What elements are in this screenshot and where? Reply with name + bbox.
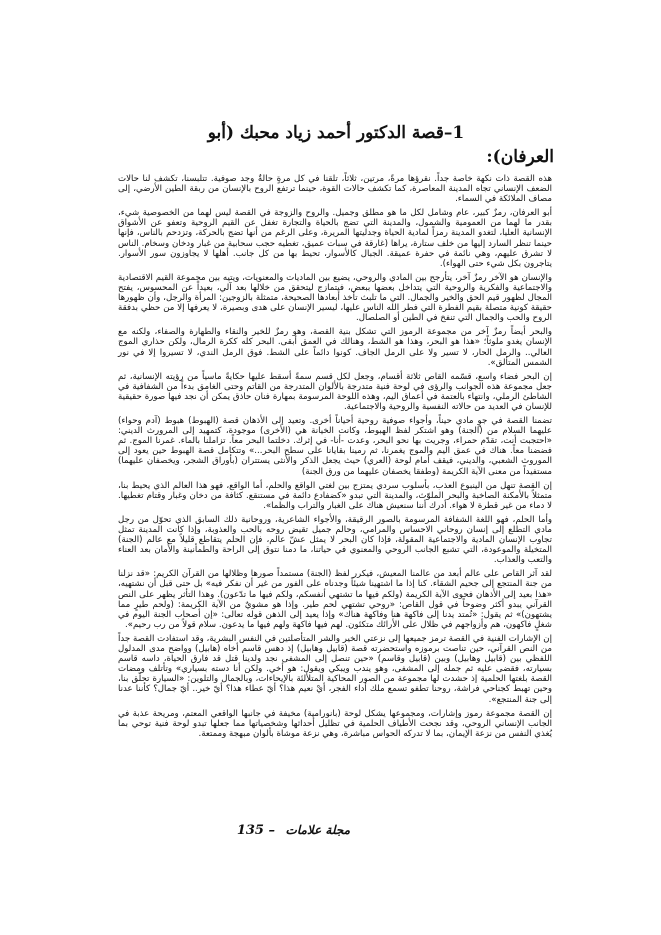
paragraph: وأما الحلم، فهو اللغة الشفافة المرسومة بالصور الرقيقة، والأجواء الشاعرية، وروحانية ذلك السابق الذي تحوّل من رجل مادي التطلع إلى إنسان روحاني الاحساس والمرامي، وحالم جميل تقيض روحه بالحب والعذوبة، وإذا كانت المدينة تمثل تجاوب الإنسان المادية والاجتماعية المقولة، فإذا كان البحر لا يمثل عشّ عالم، فإن الحلم يتقاطع قليلاً مع عالم (الجنة) المتخيلة والموعودة، التي تشبع الجانب الروحي والمعنوي في حياتنا، ما دمنا نتوق إلى الراحة والطمأنينة والأمان بعد العناء والتعب والعذاب. bbox=[118, 514, 552, 566]
paragraph: تضمنا القصة في جوٍ مادي حيناً، وأجواء صوفية روحية أحياناً أخرى. وتعيد إلى الأذهان قصة (الهبوط) هبوط (آدم وحواء) عليهما السلام من (الجنة) وهو اشتكر لفظ الهبوط، وكانت الخيانة هي (الأخرى) موجودة، كتمهيد إلى المرورث الديني: «احتجبت أنت، تقدّم حمراء، وجريت بها نحو البحر، وعدت -أنا- في إثرك. دخلتما البحر معاً. تزاملنا بالماء. غمرنا الموج. ثم فضضنا معاً. هناك في عمق اليم والموج يغمرنا، ثم رمينا بقايانا على سطح البحر...» وتتكامل قصة الهبوط حين يعود إلى الموروث الشعبي، والديني، فيقف أمام لوحة (العري) حيث يجعل الذكر والأنثى يستتران (بأوراق الشجر، ويخصفان عليهما) مستفيداً من معنى الآية الكريمة (وطفقا يخصفان عليهما من ورق الجنة) bbox=[118, 416, 552, 477]
article-body bbox=[118, 104, 554, 743]
paragraph: إن الإشارات الفنية في القصة ترمز جميعها إلى نزعتي الخير والشر المتأصلتين في النفس البشرية، وقد استفادت القصة جداً من النص القرآني، حين تناصت برموزه واستحضرته قصة (قابيل وهابيل) إذ دهس قاسم أخاه (هابيل) وواضح مدى المدلول اللفظي بين (قابيل وهابيل) وبين (قابيل وقاسم) «حين تنصل إلى المشفى نجد ولدينا قتل قد فارق الحياة، داسه قاسم بسيارته، فقضى عليه ثم جمله إلى المشفى، وهو يندب ويبكي ويقول: هو أخي. ولكن أنا دسته بسياري» وتأتلف ومضات القصة بلغتها الحلمية إذ حشدت لها مجموعة من الصور المحاكية المتلألئة بالإيحاءات، وبالجمال والتلوين: «السيارة تحلّق بنا، وحين تهبط كجناحي فراشة، روحنا تطفو تسمع ملك أداء الفجر، أيْ نعيم هذا؟ أيّ عطاء هذا؟ أيّ خير.. أيّ جمال؟ كأننا عدنا إلى جنة المنتجع». bbox=[118, 633, 552, 705]
page-footer bbox=[150, 822, 350, 839]
paragraph: إن القصة تنهل من الينبوع العذب، بأسلوب سردي يمتزج بين لغتي الواقع والحلم، أما الواقع، فهو هذا العالم الذي يحيط بنا، متمثلاً بالأمكنة الصاخبة والبحر الملوّث، والمدينة التي تبدو «كضفادع دائمة في مستنقع. كثافة من دخان وغبار وقتام تغطيها. لا دماء من غير قطرة لا هواء. أدرك أننا سنعيش هناك على الغبار والتراب والظما». bbox=[118, 480, 552, 511]
paragraph: أبو العرفان، رمزٌ كبير، عام وشامل لكل ما هو مطلق وجميل. والروح والزوجة في القصة ليس لهما من الخصوصية شيء، بقدر ما لهما من العمومية والشمول، والمدينة التي تضج بالحياة والتجارة تغفل عن القيم الروحية وتعفو عن الأشواق الإنسانية العليا، لتغدو المدينة رمزاً لمادية الحياة وجدليتها المريرة، وعلى الرغم من أنها تضج بالحركة، وتزدحم بالناس، فإنها حينما تنظر السارد إليها من خلف ستارة، يراها (غارقة في سبات عميق، تغطيه حجب سحابية من غبار ودخان وسخام. الناس لا تشرق عليهم، وهي نائمة في حفرة عميقة. الجبال كالأسوار، تحيط بها من كل جانب. أهلها لا يجاوزون سور الأسوار. يتاجرون بكل شيء حتى الهواء). bbox=[118, 208, 552, 269]
paragraph: والإنسان هو الآخر رمزٌ آخر، يتأرجح بين المادي والروحي، يضيع بين الماديات والمعنويات، ويتيه بين مجموعة القيم الاقتصادية والاجتماعية والفكرية والروحية التي يتداخل بعضها ببعض، فيتمازج ليتحقق من خلالها بعد آلي، بعيداً عن المحسوس، يفتح المجال لظهور قيم الحق والخير والجمال. التي ما تلبث تأخذ أبعادها الصحيحة، متمثلة بالزوجين: المرأة والرجل، وأن ظهورها حقيقة كونية متصلة بقيم الفطرة التي فطر الله الناس عليها، ليسير الإنسان على هدى وبصيرة، لا يعرفها إلا من حظي بدفقة الروح والحب والجمال التي تنفخ في الطين أو الصلصال. bbox=[118, 272, 552, 324]
page-number: – 135 bbox=[236, 823, 275, 838]
paragraph: لقد آثر القاص على عالم أبعد من عالمنا المعيش، فيكرر لفظ (الجنة) مستمداً صورها وظلالها من القرآن الكريم: «قد نزلنا من جنة المنتجع إلى جحيم الشقاء. كنا إذا ما اشتهينا شيئاً وجدناه على الفور من غير أن نفكر فيه» بل حتى قبل أن نشتهيه، «هذا بعيد إلى الأذهان فحوى الآية الكريمة (ولكم فيها ما تشتهي أنفسكم، ولكم فيها ما تدّعون). وهذا التأثر يظهر على النص القرآني يبدو أكثر وضوحاً في قول القاص: «روحي تشتهي لحم طير. وإذا هو مشويٌ من الآية الكريمة: (ولحم طيرٍ مما يشتهون)» ثم يقول: «تُمتد يدنا إلى فاكهة هنا وفاكهة هناك» وإذا يعيد إلى الذهن قوله تعالى: «إن أصحاب الجنة اليوم في شغلٍ فاكهون، هم وأزواجهم في ظلال على الأرائك متكئون. لهم فيها فاكهة ولهم فيها ما يدعون. سلام قولاً من رب رحيم». bbox=[118, 569, 552, 630]
journal-name: مجلة علامات bbox=[285, 823, 350, 837]
paragraph: إن القصة مجموعة رموز وإشارات، ومجموعها يشكل لوحة (بانورامية) مخيفة في جانبها الواقعي المعتم، ومريحة عذبة في الجانب الإنساني الروحي، وقد نجحت الأطياف الحلمية في تظليل أحداثها وشخصياتها مما جعلها تبدو لوحة فنية توحي بما يُغذي النفس من نزعة الإيمان، بما لا تدركه الحواس مباشرة، وهي نزعة موشاة بألوان مبهجة وممتعة. bbox=[118, 708, 552, 739]
paragraph: إن البحر فضاء واسع، قسّمه القاص ثلاثة أقسام، وجعل لكل قسم سمةً أسقط عليها حكايةً ماسياً من رؤيته الإنسانية، ثم جعل مجموعة هذه الجوانب والرؤى في لوحة فنية متدرجة بالألوان المتدرجة من القاتم وحتى الغامق بدءاً من الشفافية في الشاطئ الرملي، وانتهاء بالعتمة في أعماق اليم، وهذه اللوحة المرسومة بمهارة فنان حاذق يمكن أن نجد فيها صورة حقيقية للإنسان في العديد من حالاته النفسية والروحية والاجتماعية. bbox=[118, 371, 552, 412]
article-title: 1–قصة الدكتور أحمد زياد محبك (أبو bbox=[207, 123, 465, 143]
paragraph: والبحر أيضاً رمزٌ آخر من مجموعة الرموز التي تشكل بنية القصة، وهو رمزٌ للخير والنقاء والطهارة والصفاء، ولكنه مع الإنسان يغدو ملوثاً؛ «هذا هو البحر، وهذا هو الشط، وهنالك في العمق أبقى. البحر كله ككرة الرمال، ولكن حذاري الموج العالي.. والرمل الحار، لا تسير ولا على الرمل الجاف. كونوا دائماً على الشط. فوق الرمل الندي، لا تسيروا إلا في نور الشمس المتألق». bbox=[118, 327, 552, 368]
article-subtitle: العرفان): bbox=[486, 147, 554, 167]
paragraph: هذه القصة ذات نكهة خاصة جداً. نقرؤها مرةً، مرتين، ثلاثاً، تلقنا في كل مرةٍ حالةٌ وجد صوفية. تتلبسنا، تكشف لنا حالات الضعف الإنساني تجاه المدينة المعاصرة، كما تكشف حالات القوة، حينما ترتفع الروح بالإنسان من ربقة الطين الأرضي، إلى مصاف الملائكة في السماء. bbox=[118, 174, 552, 205]
